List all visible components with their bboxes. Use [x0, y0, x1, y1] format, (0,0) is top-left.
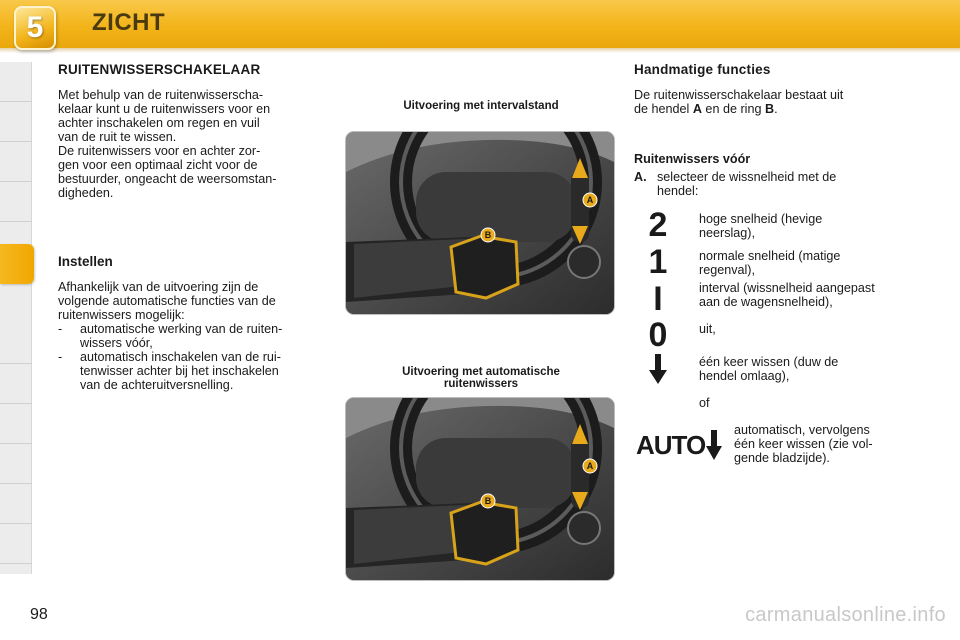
side-tab[interactable]: [0, 102, 32, 142]
side-tab[interactable]: [0, 182, 32, 222]
text-line: regenval),: [699, 263, 756, 277]
caption-interval-version: Uitvoering met intervalstand: [403, 100, 559, 112]
side-tab[interactable]: [0, 524, 32, 564]
side-tab[interactable]: [0, 484, 32, 524]
auto-description: [734, 423, 906, 465]
bold-letter-a: A: [692, 102, 702, 116]
arrow-down-icon: [649, 354, 667, 384]
text-line: interval (wissnelheid aangepast: [699, 281, 875, 295]
text-line: wissers vóór,: [80, 336, 153, 350]
bullet-item: [58, 350, 328, 394]
text-line: Afhankelijk van de uitvoering zijn de: [58, 280, 259, 294]
section-title-ruitenwisserschakelaar: RUITENWISSERSCHAKELAAR: [58, 62, 261, 77]
text-line: De ruitenwissers voor en achter zor-: [58, 144, 261, 158]
position-description: [699, 212, 909, 240]
side-tab[interactable]: [0, 142, 32, 182]
position-description: [699, 281, 913, 309]
text-line: digheden.: [58, 186, 114, 200]
chapter-side-tabs: [0, 62, 32, 574]
text-fragment: en de ring: [701, 102, 765, 116]
text-line: hendel omlaag),: [699, 369, 790, 383]
section-title-instellen: Instellen: [58, 254, 113, 269]
text-fragment: de hendel: [634, 102, 693, 116]
chapter-title: ZICHT: [92, 9, 166, 36]
right-intro-line: De ruitenwisserschakelaar bestaat uit: [634, 88, 844, 102]
text-line: normale snelheid (matige: [699, 249, 841, 263]
text-line: automatische werking van de ruiten-: [80, 322, 283, 336]
bullet-dash: -: [58, 322, 63, 336]
item-a-line: hendel:: [657, 184, 699, 198]
bullet-text: [80, 350, 328, 392]
text-line: neerslag),: [699, 226, 756, 240]
bold-letter-b: B: [764, 102, 775, 116]
right-intro-line: [634, 102, 906, 116]
off-symbol-0: 0: [648, 316, 668, 354]
text-line: één keer wissen (zie vol-: [734, 437, 873, 451]
wiper-stalk-illustration: [346, 132, 614, 314]
side-tab[interactable]: [0, 404, 32, 444]
wiper-stalk-photo-interval: [346, 132, 614, 314]
wiper-stalk-photo-auto: [346, 398, 614, 580]
text-line: automatisch inschakelen van de rui-: [80, 350, 281, 364]
bullet-dash: -: [58, 350, 63, 364]
text-line: aan de wagensnelheid),: [699, 295, 833, 309]
position-description: [699, 322, 909, 336]
text-line: bestuurder, ongeacht de weersomstan-: [58, 172, 277, 186]
text-line: één keer wissen (duw de: [699, 355, 839, 369]
item-a-label: A.: [634, 170, 647, 184]
text-line: kelaar kunt u de ruitenwissers voor en: [58, 102, 271, 116]
text-fragment: .: [774, 102, 778, 116]
caption-line: ruitenwissers: [443, 378, 519, 390]
chapter-number-badge: 5: [14, 6, 56, 50]
position-description: [699, 249, 909, 277]
text-line: achter inschakelen om regen en vuil: [58, 116, 260, 130]
side-tab-active[interactable]: [0, 244, 34, 284]
interval-symbol: I: [653, 280, 663, 318]
caption-automatic-version: [356, 366, 606, 390]
speed-symbol-2: 2: [648, 206, 668, 244]
or-text: of: [699, 396, 710, 410]
text-line: Met behulp van de ruitenwisserscha-: [58, 88, 264, 102]
side-tab[interactable]: [0, 62, 32, 102]
text-line: van de ruit te wissen.: [58, 130, 177, 144]
text-line: hoge snelheid (hevige: [699, 212, 823, 226]
position-description: [699, 355, 909, 383]
text-line: automatisch, vervolgens: [734, 423, 870, 437]
callout-label-a: A: [586, 461, 594, 471]
section-title-handmatige-functies: Handmatige functies: [634, 62, 771, 77]
callout-label-b: B: [484, 230, 492, 240]
bullet-item: [58, 322, 328, 352]
watermark-text: carmanualsonline.info: [745, 604, 946, 626]
wiper-stalk-illustration: [346, 398, 614, 580]
side-tab[interactable]: [0, 444, 32, 484]
item-a-line: selecteer de wissnelheid met de: [657, 170, 837, 184]
text-line: ruitenwissers mogelijk:: [58, 308, 185, 322]
text-line: gende bladzijde).: [734, 451, 830, 465]
side-tab[interactable]: [0, 364, 32, 404]
arrow-down-icon: [706, 430, 722, 460]
text-line: gen voor een optimaal zicht voor de: [58, 158, 258, 172]
speed-symbol-1: 1: [648, 243, 668, 281]
text-line: volgende automatische functies van de: [58, 294, 276, 308]
callout-label-a: A: [586, 195, 594, 205]
subheading-ruitenwissers-voor: Ruitenwissers vóór: [634, 152, 751, 166]
text-line: tenwisser achter bij het inschakelen: [80, 364, 279, 378]
text-line: uit,: [699, 322, 716, 336]
caption-line: Uitvoering met automatische: [402, 366, 560, 378]
auto-symbol: AUTO: [636, 430, 706, 460]
page-number: 98: [30, 606, 48, 623]
bullet-text: [80, 322, 328, 350]
side-tab[interactable]: [0, 324, 32, 364]
callout-label-b: B: [484, 496, 492, 506]
text-line: van de achteruitversnelling.: [80, 378, 234, 392]
